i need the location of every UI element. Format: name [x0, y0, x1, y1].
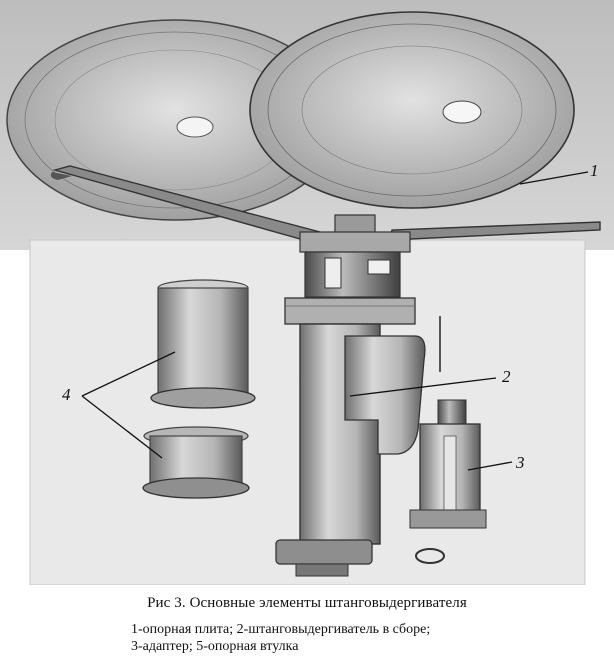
support-sleeves: [143, 280, 255, 498]
caption-title: Рис 3. Основные элементы штанговыдергивателя: [147, 595, 467, 611]
callout-2: 2: [502, 367, 511, 386]
caption-legend-line-1: 1-опорная плита; 2-штанговыдергиватель в сборе;: [131, 622, 431, 637]
figure-caption: [0, 590, 614, 656]
callout-3: 3: [516, 453, 525, 472]
callout-4: 4: [62, 385, 71, 404]
caption-legend-line-2: 3-адаптер; 5-опорная втулка: [131, 639, 299, 654]
callout-1: 1: [590, 161, 599, 180]
